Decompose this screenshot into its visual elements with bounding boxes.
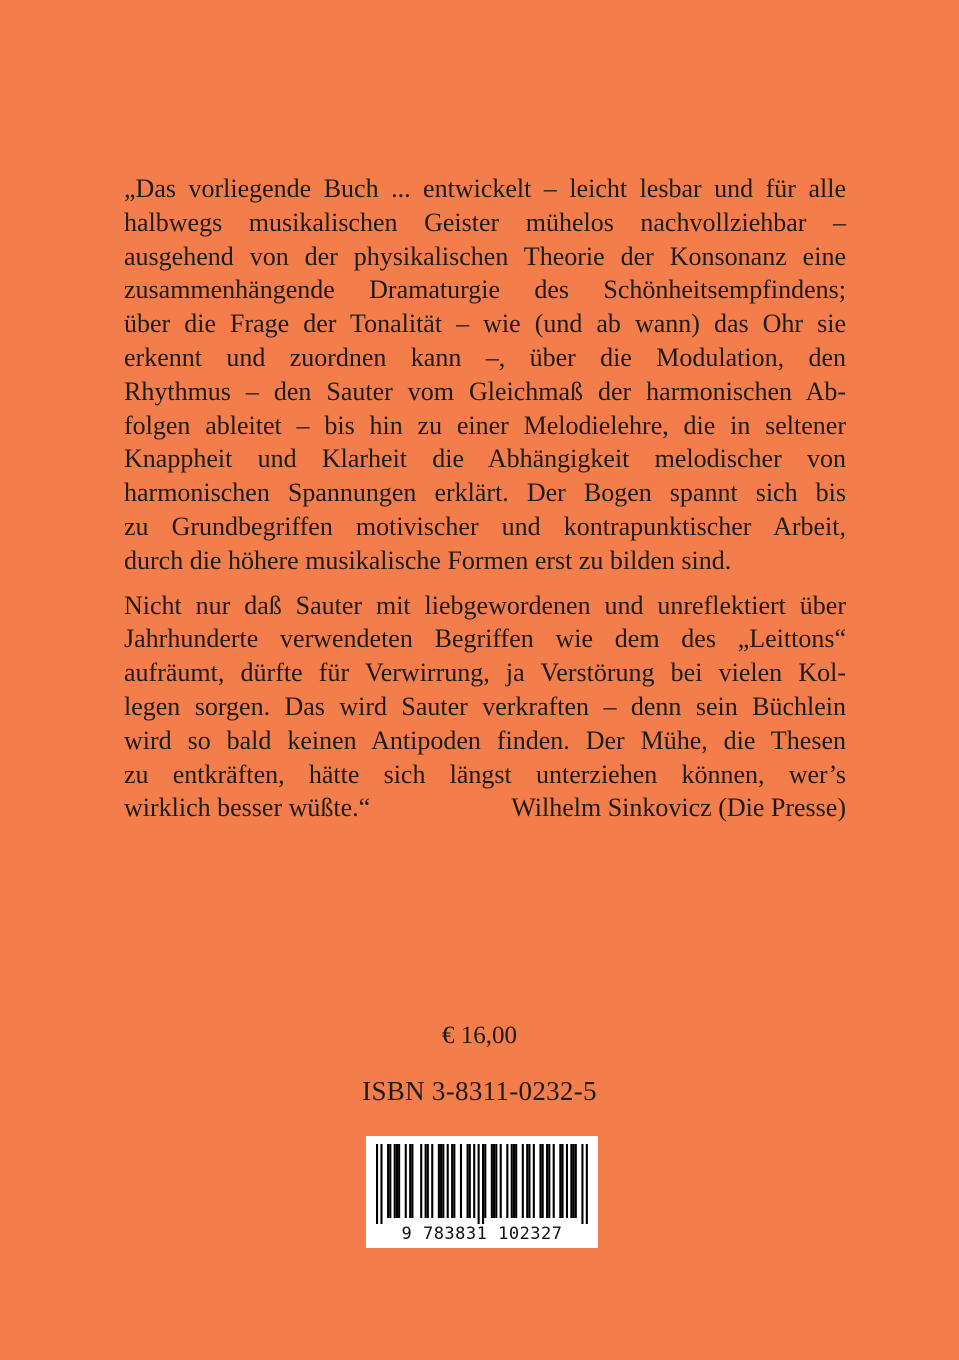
blurb-paragraph-2	[124, 589, 846, 826]
barcode-bar	[431, 1144, 433, 1218]
barcode-bar	[548, 1144, 550, 1218]
barcode-bar	[411, 1144, 413, 1218]
barcode-bar	[440, 1144, 442, 1218]
blurb-line: Rhythmus – den Sauter vom Gleichmaß der harmonischen Ab-	[124, 376, 846, 406]
barcode-bar	[427, 1144, 429, 1218]
blurb-line: „Das vorliegende Buch ... entwickelt – leicht lesbar und für alle	[124, 174, 846, 203]
barcode-bar	[573, 1144, 575, 1218]
blurb-line: legen sorgen. Das wird Sauter verkraften – denn sein Büchlein	[124, 691, 846, 721]
barcode-bar	[478, 1144, 480, 1224]
barcode-bar	[586, 1144, 588, 1224]
barcode-bar	[542, 1144, 544, 1218]
paragraph-spacer	[124, 578, 846, 589]
barcode-bar	[387, 1144, 389, 1218]
barcode-bar	[398, 1144, 400, 1218]
barcode-bar	[575, 1144, 577, 1218]
barcode-bar	[460, 1144, 462, 1218]
barcode-bar	[528, 1144, 530, 1218]
blurb-line: Nicht nur daß Sauter mit liebgewordenen und unreflektiert über	[124, 590, 846, 620]
barcode-bar	[513, 1144, 515, 1218]
blurb-line: erkennt und zuordnen kann –, über die Modulation, den	[124, 342, 846, 372]
barcode-bar	[451, 1144, 453, 1218]
blurb-line: Knappheit und Klarheit die Abhängigkeit melodischer von	[124, 444, 846, 474]
blurb-closing-row	[124, 791, 846, 825]
barcode-bar	[493, 1144, 495, 1218]
blurb-line: Jahrhunderte verwendeten Begriffen wie dem des „Leittons“	[124, 624, 846, 654]
barcode-bar	[562, 1144, 564, 1218]
blurb-line: zu entkräften, hätte sich längst unterziehen können, wer’s	[124, 759, 846, 789]
barcode-bar	[467, 1144, 469, 1218]
barcode-bar	[570, 1144, 572, 1218]
barcode-bar	[453, 1144, 455, 1218]
barcode-bar	[539, 1144, 541, 1218]
blurb-line: wird so bald keinen Antipoden finden. Der Mühe, die Thesen	[124, 725, 846, 755]
blurb-line: durch die höhere musikalische Formen erst zu bilden sind.	[124, 545, 732, 575]
barcode-bar	[559, 1144, 561, 1218]
barcode-digits: 9 783831 102327	[401, 1224, 563, 1244]
barcode-bar	[442, 1144, 444, 1218]
barcode-bar	[484, 1144, 486, 1218]
blurb-closing-text: wirklich besser wüßte.“	[124, 793, 371, 823]
barcode-bar	[420, 1144, 422, 1218]
barcode-bar	[526, 1144, 528, 1218]
barcode-bar	[380, 1144, 382, 1224]
barcode-bar	[553, 1144, 555, 1218]
barcode-bar	[409, 1144, 411, 1218]
barcode-bar	[469, 1144, 471, 1218]
barcode-bar	[447, 1144, 449, 1218]
blurb-paragraph-1	[124, 172, 846, 578]
barcode-bars	[376, 1144, 588, 1224]
blurb-line: zusammenhängende Dramaturgie des Schönheitsempfindens;	[124, 275, 846, 305]
blurb-line: ausgehend von der physikalischen Theorie der Konsonanz eine	[124, 241, 846, 271]
blurb-line: halbwegs musikalischen Geister mühelos nachvollziehbar –	[124, 207, 846, 237]
barcode-bar	[515, 1144, 517, 1218]
barcode-bar	[491, 1144, 493, 1218]
barcode-bar	[546, 1144, 548, 1218]
price-label: € 16,00	[442, 1022, 517, 1049]
barcode-bar	[511, 1144, 513, 1218]
barcode-bar	[425, 1144, 427, 1218]
barcode-bar	[482, 1144, 484, 1224]
isbn-label: ISBN 3-8311-0232-5	[362, 1076, 597, 1106]
blurb-line: über die Frage der Tonalität – wie (und ab wann) das Ohr sie	[124, 309, 846, 339]
barcode-bar	[473, 1144, 475, 1218]
blurb-line: harmonischen Spannungen erklärt. Der Bogen spannt sich bis	[124, 478, 846, 508]
blurb-line: zu Grundbegriffen motivischer und kontrapunktischer Arbeit,	[124, 511, 846, 541]
barcode-bar	[405, 1144, 407, 1218]
barcode-bar	[522, 1144, 524, 1218]
barcode-bar	[376, 1144, 378, 1224]
blurb-line: folgen ableitet – bis hin zu einer Melodielehre, die in seltener	[124, 410, 846, 440]
blurb-line: aufräumt, dürfte für Verwirrung, ja Verstörung bei vielen Kol-	[124, 658, 846, 688]
barcode-bar	[581, 1144, 583, 1224]
barcode-bar	[506, 1144, 508, 1218]
barcode-bar	[566, 1144, 568, 1218]
barcode-bar	[389, 1144, 391, 1218]
barcode-bar	[533, 1144, 535, 1218]
barcode-bar	[396, 1144, 398, 1218]
barcode-bar	[500, 1144, 502, 1218]
barcode-bar	[394, 1144, 396, 1218]
barcode-bar	[438, 1144, 440, 1218]
quote-attribution: Wilhelm Sinkovicz (Die Presse)	[511, 793, 846, 823]
barcode-bar	[495, 1144, 497, 1218]
isbn-barcode	[366, 1136, 598, 1248]
back-cover-blurb	[124, 172, 846, 825]
